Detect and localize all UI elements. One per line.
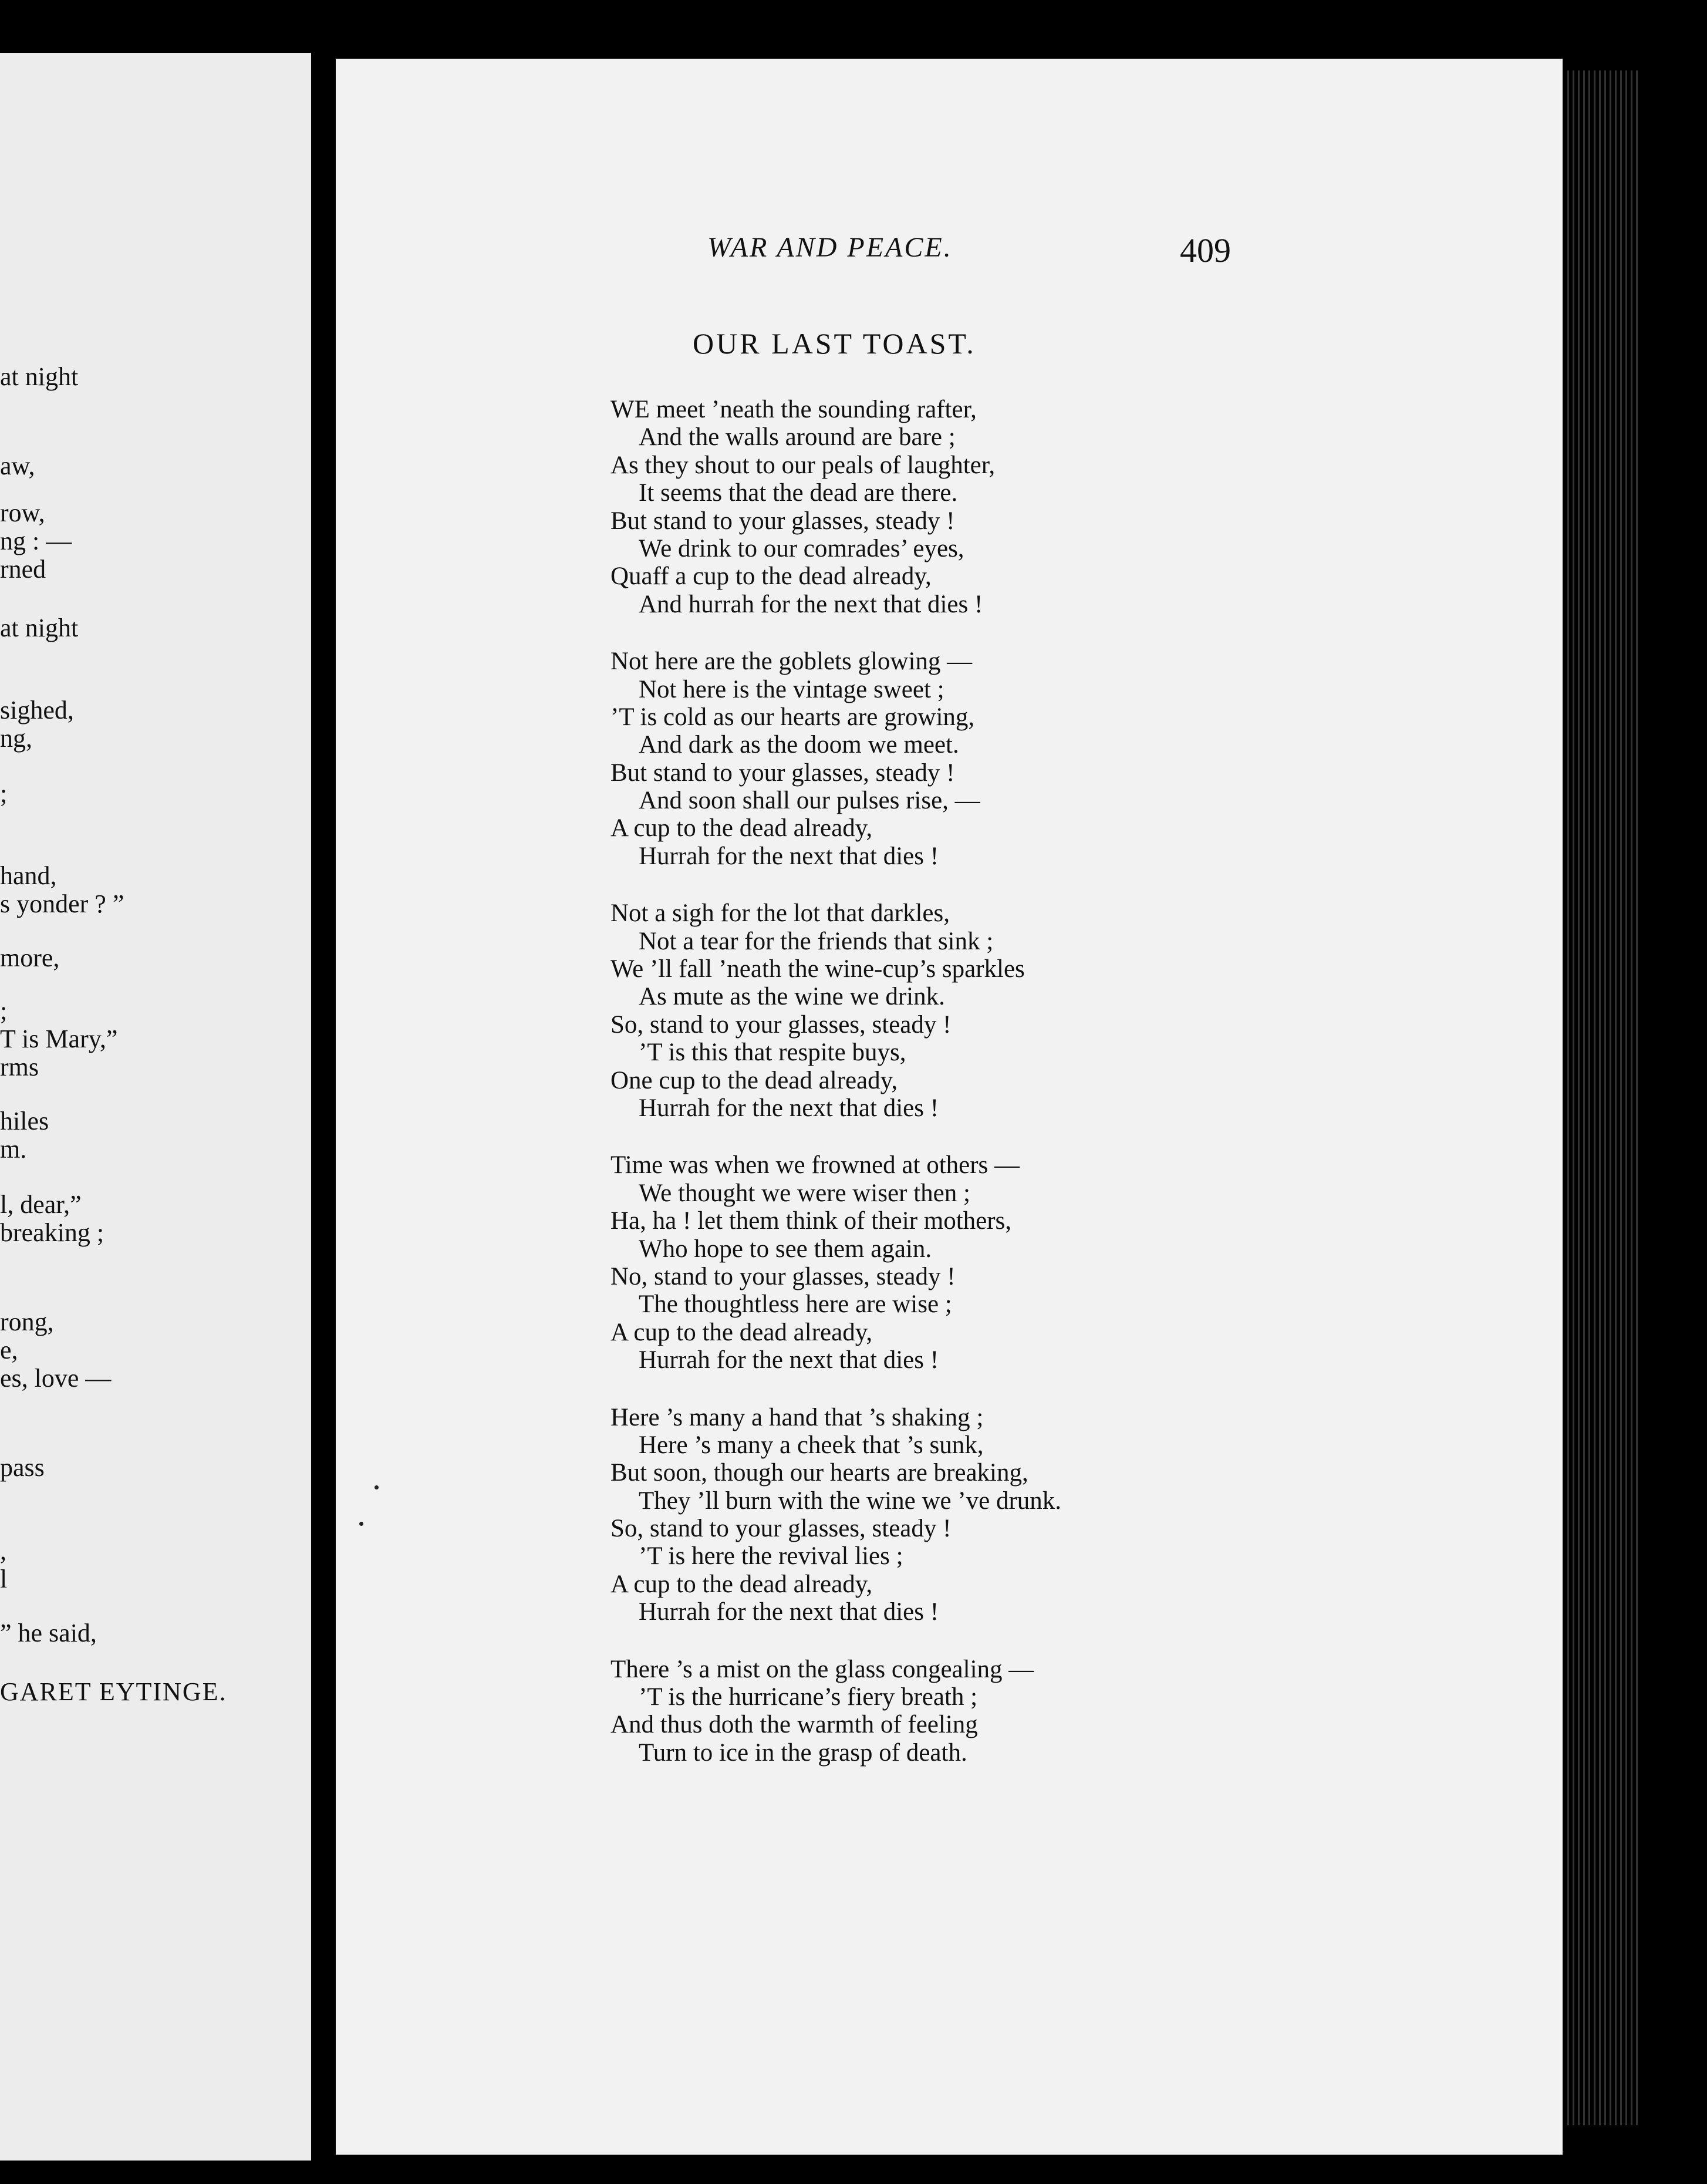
print-speck — [375, 1485, 379, 1489]
stanza — [610, 1656, 1197, 1767]
left-fragment: hand, — [0, 861, 57, 890]
left-fragment: es, love — — [0, 1364, 112, 1393]
poem-line: And hurrah for the next that dies ! — [639, 590, 983, 618]
stanza — [610, 899, 1197, 1122]
poem-line: Hurrah for the next that dies ! — [639, 1346, 939, 1374]
left-fragment: sighed, — [0, 696, 74, 724]
poem-line: Not a sigh for the lot that darkles, — [610, 899, 950, 928]
poem-line: Hurrah for the next that dies ! — [639, 1598, 939, 1626]
poem-line: A cup to the dead already, — [610, 1318, 873, 1346]
poem-line: We thought we were wiser then ; — [639, 1179, 970, 1207]
left-fragment: , — [0, 1536, 6, 1565]
poem-line: And the walls around are bare ; — [639, 423, 956, 451]
poem-line: The thoughtless here are wise ; — [639, 1290, 952, 1319]
poem-line: Hurrah for the next that dies ! — [639, 1094, 939, 1122]
poem-line: Not here are the goblets glowing — — [610, 648, 973, 676]
poem-line: Not a tear for the friends that sink ; — [639, 927, 994, 955]
left-fragment: hiles — [0, 1107, 49, 1135]
poem-line: We ’ll fall ’neath the wine-cup’s sparkles — [610, 955, 1025, 983]
left-fragment: s yonder ? ” — [0, 889, 124, 918]
book-gutter — [311, 0, 336, 2184]
poem-line: A cup to the dead already, — [610, 1570, 873, 1598]
left-page — [0, 53, 311, 2161]
print-speck — [359, 1522, 363, 1526]
poem-title: OUR LAST TOAST. — [693, 327, 976, 360]
left-fragment: e, — [0, 1336, 18, 1364]
poem-line: Here ’s many a cheek that ’s sunk, — [639, 1431, 984, 1459]
poem-line: They ’ll burn with the wine we ’ve drunk. — [639, 1487, 1062, 1515]
left-fragment: rms — [0, 1053, 39, 1081]
poem-line: Turn to ice in the grasp of death. — [639, 1738, 967, 1767]
left-fragment: ng, — [0, 724, 32, 753]
poem-line: Who hope to see them again. — [639, 1235, 932, 1263]
left-fragment: T is Mary,” — [0, 1024, 118, 1053]
poem-line: As they shout to our peals of laughter, — [610, 451, 996, 479]
poem-line: As mute as the wine we drink. — [639, 983, 945, 1011]
poem-line: Time was when we frowned at others — — [610, 1151, 1020, 1179]
left-fragment: more, — [0, 943, 60, 972]
poem-line: No, stand to your glasses, steady ! — [610, 1262, 956, 1290]
poem-line: And soon shall our pulses rise, — — [639, 787, 980, 815]
poem-line: It seems that the dead are there. — [639, 479, 958, 507]
left-fragment: ng : — — [0, 527, 72, 555]
left-fragment: l — [0, 1565, 8, 1593]
poem — [610, 396, 1197, 1796]
left-fragment: rong, — [0, 1307, 54, 1336]
poem-line: ’T is here the revival lies ; — [639, 1542, 903, 1570]
poem-line: ’T is cold as our hearts are growing, — [610, 703, 975, 731]
poem-line: Hurrah for the next that dies ! — [639, 842, 939, 870]
stanza — [610, 1151, 1197, 1374]
poem-line: Quaff a cup to the dead already, — [610, 562, 932, 591]
poem-line: ’T is this that respite buys, — [639, 1039, 906, 1067]
left-signature: GARET EYTINGE. — [0, 1677, 227, 1706]
left-fragment: at night — [0, 362, 79, 391]
poem-line: But stand to your glasses, steady ! — [610, 507, 955, 535]
left-fragment: l, dear,” — [0, 1190, 82, 1219]
poem-line: And thus doth the warmth of feeling — [610, 1711, 978, 1739]
stanza — [610, 648, 1197, 870]
left-fragment: pass — [0, 1453, 45, 1482]
poem-line: One cup to the dead already, — [610, 1066, 898, 1094]
poem-line: Here ’s many a hand that ’s shaking ; — [610, 1403, 984, 1431]
stanza — [610, 396, 1197, 618]
stanza — [610, 1404, 1197, 1626]
poem-line: But stand to your glasses, steady ! — [610, 759, 955, 787]
left-fragment: rned — [0, 555, 46, 584]
left-fragment: breaking ; — [0, 1218, 104, 1247]
poem-line: But soon, though our hearts are breaking, — [610, 1459, 1028, 1487]
poem-line: So, stand to your glasses, steady ! — [610, 1010, 952, 1039]
left-fragment: aw, — [0, 451, 35, 480]
left-fragment: ; — [0, 996, 8, 1025]
poem-line: WE meet ’neath the sounding rafter, — [610, 396, 977, 423]
running-head: WAR AND PEACE. — [707, 232, 953, 263]
left-fragment: row, — [0, 498, 45, 527]
poem-line: ’T is the hurricane’s fiery breath ; — [639, 1683, 978, 1711]
page-edges — [1567, 70, 1638, 2125]
page-number: 409 — [1180, 231, 1231, 269]
poem-line: And dark as the doom we meet. — [639, 731, 959, 759]
left-fragment: ; — [0, 779, 8, 808]
poem-line: So, stand to your glasses, steady ! — [610, 1515, 952, 1543]
poem-line: A cup to the dead already, — [610, 814, 873, 842]
poem-line: There ’s a mist on the glass congealing — — [610, 1655, 1034, 1683]
left-fragment: at night — [0, 614, 79, 642]
poem-line: Not here is the vintage sweet ; — [639, 675, 944, 703]
poem-line: Ha, ha ! let them think of their mothers, — [610, 1207, 1012, 1235]
left-fragment: m. — [0, 1135, 27, 1164]
left-fragment: ” he said, — [0, 1619, 97, 1647]
poem-line: We drink to our comrades’ eyes, — [639, 534, 964, 562]
